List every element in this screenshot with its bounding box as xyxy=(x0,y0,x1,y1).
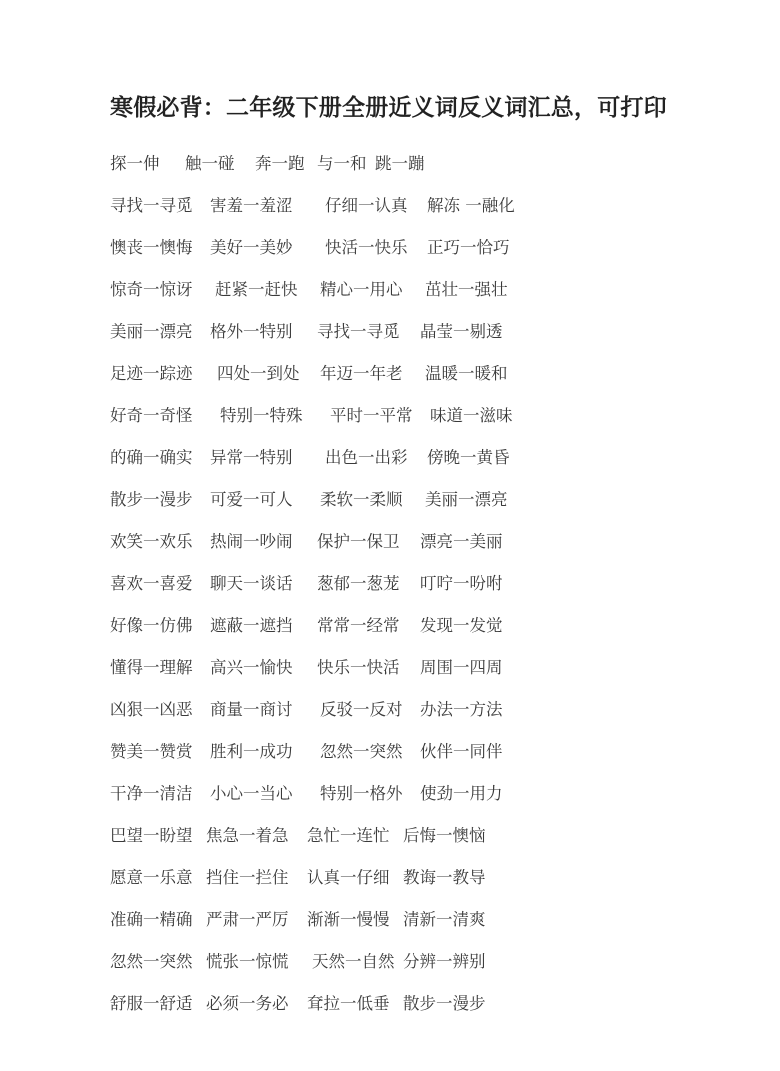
word-pair: 的确一确实 xyxy=(110,448,193,467)
word-pair: 严肃一严厉 xyxy=(206,910,289,929)
word-pair: 渐渐一慢慢 xyxy=(307,910,390,929)
word-pair: 探一伸 xyxy=(110,154,160,173)
word-pair-list xyxy=(110,150,710,1032)
word-pair: 遮蔽一遮挡 xyxy=(210,616,293,635)
word-pair: 柔软一柔顺 xyxy=(320,490,403,509)
word-pair: 懂得一理解 xyxy=(110,658,193,677)
word-pair: 快活一快乐 xyxy=(325,238,408,257)
word-pair: 欢笑一欢乐 xyxy=(110,532,193,551)
word-pair: 办法一方法 xyxy=(420,700,503,719)
word-pair: 忽然一突然 xyxy=(110,952,193,971)
word-pair: 慌张一惊慌 xyxy=(206,952,289,971)
document-title: 寒假必背：二年级下册全册近义词反义词汇总，可打印 xyxy=(110,95,667,121)
word-pair: 漂亮一美丽 xyxy=(420,532,503,551)
word-pair: 好像一仿佛 xyxy=(110,616,193,635)
word-pair: 惊奇一惊讶 xyxy=(110,280,193,299)
word-pair: 高兴一愉快 xyxy=(210,658,293,677)
word-pair: 愿意一乐意 xyxy=(110,868,193,887)
word-pair: 茁壮一强壮 xyxy=(425,280,508,299)
word-pair-row xyxy=(110,654,710,696)
word-pair-row xyxy=(110,696,710,738)
word-pair-row xyxy=(110,612,710,654)
word-pair: 周围一四周 xyxy=(420,658,503,677)
word-pair: 叮咛一吩咐 xyxy=(420,574,503,593)
word-pair-row xyxy=(110,318,710,360)
word-pair-row xyxy=(110,150,710,192)
word-pair: 聊天一谈话 xyxy=(210,574,293,593)
word-pair: 寻找一寻觅 xyxy=(110,196,193,215)
word-pair-row xyxy=(110,360,710,402)
word-pair-row xyxy=(110,906,710,948)
word-pair-row xyxy=(110,948,710,990)
word-pair: 特别一格外 xyxy=(320,784,403,803)
word-pair-row xyxy=(110,822,710,864)
word-pair: 傍晚一黄昏 xyxy=(427,448,510,467)
word-pair: 伙伴一同伴 xyxy=(420,742,503,761)
word-pair: 平时一平常 xyxy=(330,406,413,425)
word-pair: 巴望一盼望 xyxy=(110,826,193,845)
word-pair: 仔细一认真 xyxy=(325,196,408,215)
word-pair-row xyxy=(110,864,710,906)
word-pair: 热闹一吵闹 xyxy=(210,532,293,551)
word-pair-row xyxy=(110,990,710,1032)
word-pair: 凶狠一凶恶 xyxy=(110,700,193,719)
word-pair: 可爱一可人 xyxy=(210,490,293,509)
word-pair: 后悔一懊恼 xyxy=(403,826,486,845)
word-pair: 分辨一辨别 xyxy=(403,952,486,971)
word-pair: 赞美一赞赏 xyxy=(110,742,193,761)
word-pair: 反驳一反对 xyxy=(320,700,403,719)
word-pair: 解冻 一融化 xyxy=(427,196,515,215)
word-pair: 天然一自然 xyxy=(312,952,395,971)
word-pair: 懊丧一懊悔 xyxy=(110,238,193,257)
word-pair: 格外一特别 xyxy=(210,322,293,341)
word-pair: 急忙一连忙 xyxy=(307,826,390,845)
word-pair-row xyxy=(110,486,710,528)
word-pair: 足迹一踪迹 xyxy=(110,364,193,383)
word-pair: 四处一到处 xyxy=(217,364,300,383)
word-pair: 散步一漫步 xyxy=(110,490,193,509)
word-pair: 耷拉一低垂 xyxy=(307,994,390,1013)
word-pair: 害羞一羞涩 xyxy=(210,196,293,215)
word-pair: 与一和 xyxy=(317,154,367,173)
word-pair-row xyxy=(110,402,710,444)
word-pair: 美丽一漂亮 xyxy=(110,322,193,341)
word-pair: 年迈一年老 xyxy=(320,364,403,383)
word-pair: 保护一保卫 xyxy=(317,532,400,551)
word-pair-row xyxy=(110,780,710,822)
word-pair: 忽然一突然 xyxy=(320,742,403,761)
word-pair: 焦急一着急 xyxy=(206,826,289,845)
word-pair: 使劲一用力 xyxy=(420,784,503,803)
word-pair: 味道一滋味 xyxy=(430,406,513,425)
word-pair: 商量一商讨 xyxy=(210,700,293,719)
word-pair: 精心一用心 xyxy=(320,280,403,299)
word-pair: 准确一精确 xyxy=(110,910,193,929)
word-pair: 美丽一漂亮 xyxy=(425,490,508,509)
word-pair: 小心一当心 xyxy=(210,784,293,803)
word-pair: 干净一清洁 xyxy=(110,784,193,803)
word-pair-row xyxy=(110,192,710,234)
word-pair: 赶紧一赶快 xyxy=(215,280,298,299)
word-pair: 跳一蹦 xyxy=(375,154,425,173)
word-pair: 喜欢一喜爱 xyxy=(110,574,193,593)
word-pair: 舒服一舒适 xyxy=(110,994,193,1013)
word-pair-row xyxy=(110,444,710,486)
word-pair: 必须一务必 xyxy=(206,994,289,1013)
word-pair: 发现一发觉 xyxy=(420,616,503,635)
word-pair-row xyxy=(110,276,710,318)
word-pair: 出色一出彩 xyxy=(325,448,408,467)
word-pair: 寻找一寻觅 xyxy=(317,322,400,341)
word-pair: 温暖一暖和 xyxy=(425,364,508,383)
word-pair: 散步一漫步 xyxy=(403,994,486,1013)
word-pair: 正巧一恰巧 xyxy=(427,238,510,257)
word-pair: 快乐一快活 xyxy=(317,658,400,677)
word-pair: 教诲一教导 xyxy=(403,868,486,887)
word-pair-row xyxy=(110,528,710,570)
word-pair: 晶莹一剔透 xyxy=(420,322,503,341)
word-pair: 认真一仔细 xyxy=(307,868,390,887)
word-pair: 异常一特别 xyxy=(210,448,293,467)
word-pair: 特别一特殊 xyxy=(220,406,303,425)
word-pair-row xyxy=(110,570,710,612)
word-pair: 葱郁一葱茏 xyxy=(317,574,400,593)
word-pair: 美好一美妙 xyxy=(210,238,293,257)
word-pair: 常常一经常 xyxy=(317,616,400,635)
word-pair: 奔一跑 xyxy=(255,154,305,173)
word-pair: 清新一清爽 xyxy=(403,910,486,929)
word-pair: 挡住一拦住 xyxy=(206,868,289,887)
word-pair: 好奇一奇怪 xyxy=(110,406,193,425)
word-pair: 触一碰 xyxy=(185,154,235,173)
word-pair-row xyxy=(110,234,710,276)
word-pair-row xyxy=(110,738,710,780)
word-pair: 胜利一成功 xyxy=(210,742,293,761)
